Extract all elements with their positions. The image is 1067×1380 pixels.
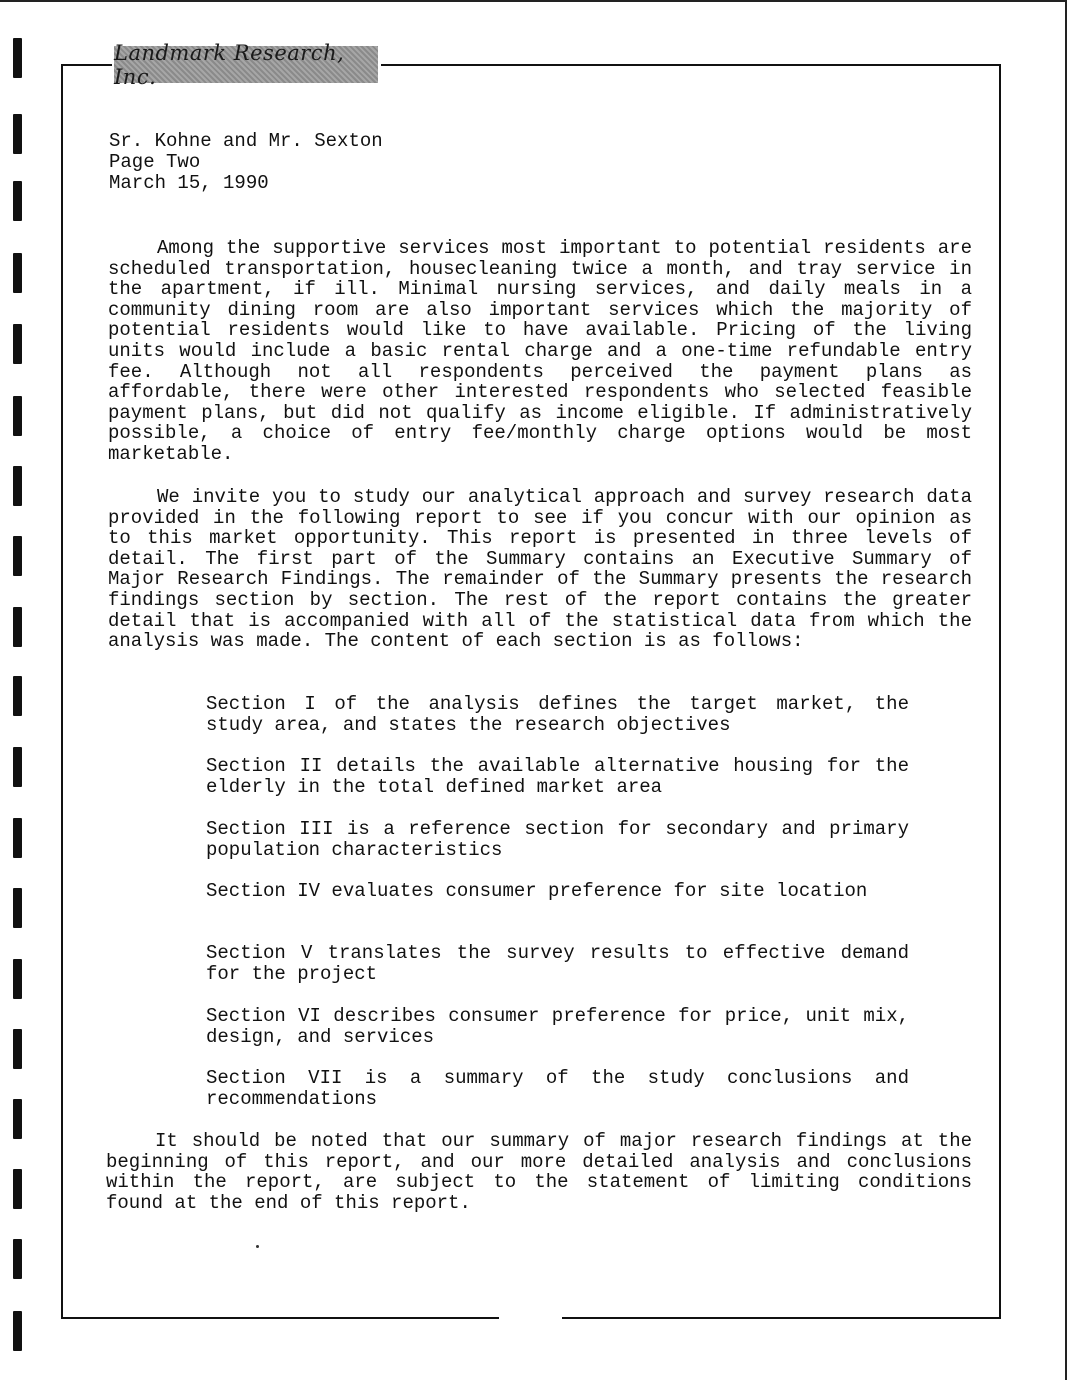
binding-mark <box>13 747 22 787</box>
frame-border-top-right <box>381 64 1001 66</box>
binding-mark <box>13 607 22 647</box>
section-list-item: Section VII is a summary of the study conclusions and recommendations <box>206 1067 909 1110</box>
body-paragraph: It should be noted that our summary of major research findings at the beginning of this report, and our more detailed analysis and conclusions within the report, are subject to the statement of limiting conditions found at the end of this report. <box>106 1130 972 1214</box>
binding-mark <box>13 536 22 576</box>
binding-mark <box>13 38 22 78</box>
binding-mark <box>13 396 22 436</box>
frame-border-bottom-right <box>562 1317 1001 1319</box>
binding-mark <box>13 888 22 928</box>
binding-mark <box>13 181 22 221</box>
frame-border-top-left <box>62 64 112 66</box>
scan-speck <box>256 1245 259 1248</box>
page-top-edge <box>0 0 1067 2</box>
section-list-item: Section V translates the survey results to effective demand for the project <box>206 942 909 985</box>
body-paragraph: We invite you to study our analytical approach and survey research data provided in the following report to see if you concur with our opinion as to this market opportunity. This report is presented in three levels of detail. The first part of the Summary contains an Executive Summary of Major Research Findings. The remainder of the Summary presents the research findings section by section. The rest of the report contains the greater detail that is accompanied with all of the statistical data from which the analysis was made. The content of each section is as follows: <box>108 486 972 653</box>
section-list-item: Section I of the analysis defines the target market, the study area, and states the research objectives <box>206 693 909 736</box>
binding-mark <box>13 818 22 858</box>
binding-mark <box>13 466 22 506</box>
binding-mark <box>13 1029 22 1069</box>
binding-mark <box>13 1239 22 1279</box>
frame-border-right <box>999 64 1001 1319</box>
binding-mark <box>13 1099 22 1139</box>
recipients: Sr. Kohne and Mr. Sexton <box>109 130 383 152</box>
binding-mark <box>13 1311 22 1351</box>
letter-heading <box>109 131 383 194</box>
binding-mark <box>13 1169 22 1209</box>
frame-border-left <box>61 64 63 1319</box>
letter-date: March 15, 1990 <box>109 172 269 194</box>
section-list-item: Section VI describes consumer preference for price, unit mix, design, and services <box>206 1005 909 1048</box>
letterhead-logo <box>114 40 378 89</box>
binding-mark <box>13 676 22 716</box>
section-list-item: Section II details the available alternative housing for the elderly in the total defined market area <box>206 755 909 798</box>
frame-border-bottom-left <box>61 1317 499 1319</box>
binding-mark <box>13 114 22 154</box>
company-name: Landmark Research, Inc. <box>114 40 345 89</box>
section-list-item: Section III is a reference section for secondary and primary population characteristics <box>206 818 909 861</box>
binding-mark <box>13 253 22 293</box>
binding-mark <box>13 959 22 999</box>
page-label: Page Two <box>109 151 201 173</box>
body-paragraph: Among the supportive services most important to potential residents are scheduled transportation, housecleaning twice a month, and tray service in the apartment, if ill. Minimal nursing services, and daily meals in a community dining room are also important services which the majority of potential residents would like to have available. Pricing of the living units would include a basic rental charge and a one-time refundable entry fee. Although not all respondents perceived the payment plans as affordable, there were other interested respondents who selected feasible payment plans, but did not qualify as income eligible. If administratively possible, a choice of entry fee/monthly charge options would be most marketable. <box>108 237 972 465</box>
binding-mark <box>13 324 22 364</box>
section-list-item: Section IV evaluates consumer preference for site location <box>206 880 868 902</box>
